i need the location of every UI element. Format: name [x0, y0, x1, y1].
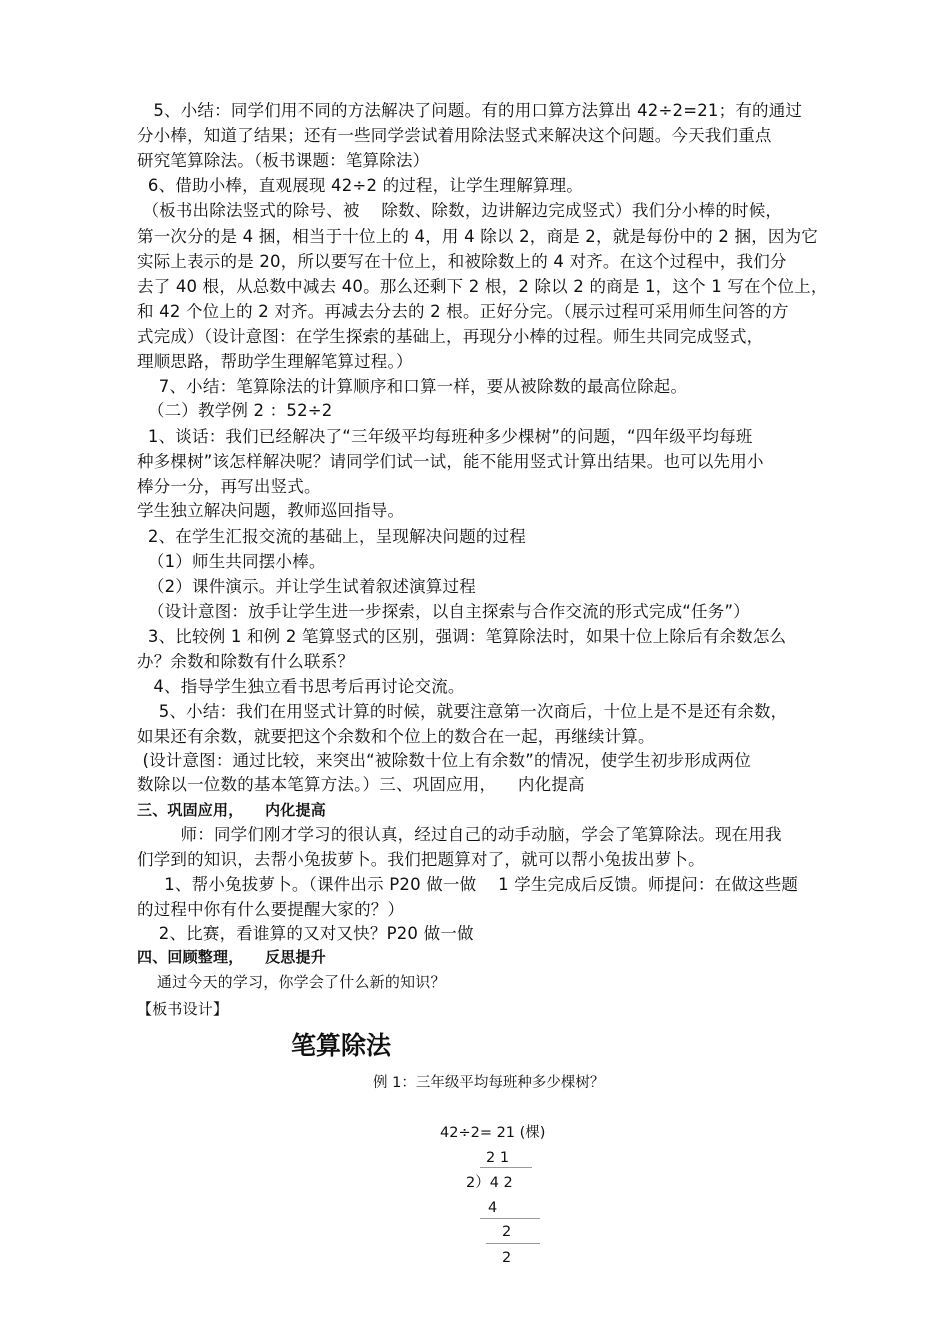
board-title: 笔算除法	[291, 1031, 392, 1060]
body-line: 2、比赛，看谁算的又对又快？P20 做一做	[137, 924, 474, 943]
body-line: 5、小结：同学们用不同的方法解决了问题。有的用口算方法算出 42÷2=21；有的通过	[137, 101, 803, 120]
body-line: 2、在学生汇报交流的基础上，呈现解决问题的过程	[137, 527, 526, 546]
body-line: 学生独立解决问题，教师巡回指导。	[137, 501, 405, 520]
body-line: 如果还有余数，就要把这个余数和个位上的数合在一起，再继续计算。	[137, 727, 655, 746]
section-4-heading: 四、回顾整理， 反思提升	[137, 948, 326, 966]
body-line: 理顺思路，帮助学生理解笔算过程。）	[137, 352, 413, 371]
body-line: 办？余数和除数有什么联系？	[137, 652, 355, 671]
body-line: 数除以一位数的基本笔算方法。）三、巩固应用， 内化提高	[137, 775, 585, 794]
body-line: 1、谈话：我们已经解决了“三年级平均每班种多少棵树”的问题，“四年级平均每班	[137, 427, 753, 446]
body-line: （2）课件演示。并让学生试着叙述演算过程	[137, 577, 476, 596]
body-line: 研究笔算除法。（板书课题：笔算除法）	[137, 151, 430, 170]
section-3-heading: 三、巩固应用， 内化提高	[137, 801, 326, 819]
body-line: 7、小结：笔算除法的计算顺序和口算一样，要从被除数的最高位除起。	[137, 377, 688, 396]
closing-question: 通过今天的学习，你学会了什么新的知识？	[137, 973, 446, 991]
body-line: 5、小结：我们在用竖式计算的时候，就要注意第一次商后，十位上是不是还有余数，	[137, 702, 788, 721]
body-line: 6、借助小棒，直观展现 42÷2 的过程，让学生理解算理。	[137, 176, 583, 195]
first-subtraction-line	[480, 1218, 540, 1219]
body-line: 的过程中你有什么要提醒大家的？）	[137, 900, 405, 919]
body-line: 棒分一分，再写出竖式。	[137, 477, 321, 496]
body-line: 4、指导学生独立看书思考后再讨论交流。	[137, 677, 465, 696]
second-subtraction-line	[486, 1243, 540, 1244]
quotient-bar	[480, 1167, 532, 1168]
body-line: (设计意图：通过比较，来突出“被除数十位上有余数”的情况，使学生初步形成两位	[137, 751, 752, 770]
body-line: 实际上表示的是 20，所以要写在十位上，和被除数上的 4 对齐。在这个过程中，我们分	[137, 252, 787, 271]
board-design-label: 【板书设计】	[137, 1000, 229, 1018]
body-line: 种多棵树”该怎样解决呢？请同学们试一试，能不能用竖式计算出结果。也可以先用小	[137, 452, 764, 471]
remainder: 2	[502, 1224, 512, 1240]
first-subtrahend: 4	[488, 1200, 498, 1216]
dividend-row: 2）4 2	[466, 1175, 513, 1191]
body-line: 3、比较例 1 和例 2 笔算竖式的区别，强调：笔算除法时，如果十位上除后有余数怎么	[137, 627, 787, 646]
second-subtrahend: 2	[502, 1250, 512, 1266]
body-line: 师：同学们刚才学习的很认真，经过自己的动手动脑，学会了笔算除法。现在用我	[137, 825, 782, 844]
example-line: 例 1：三年级平均每班种多少棵树？	[373, 1075, 605, 1091]
body-line: 和 42 个位上的 2 对齐。再减去分去的 2 根。正好分完。（展示过程可采用师生问答的方	[137, 302, 789, 321]
body-line: 1、帮小兔拔萝卜。（课件出示 P20 做一做 1 学生完成后反馈。师提问：在做这些题	[137, 875, 799, 894]
body-line: （1）师生共同摆小棒。	[137, 552, 326, 571]
body-line: 分小棒，知道了结果；还有一些同学尝试着用除法竖式来解决这个问题。今天我们重点	[137, 126, 772, 145]
body-line: （设计意图：放手让学生进一步探索，以自主探索与合作交流的形式完成“任务”）	[137, 602, 750, 621]
body-line: 第一次分的是 4 捆，相当于十位上的 4，用 4 除以 2，商是 2，就是每份中的 2 捆，因为它	[137, 227, 818, 246]
equation: 42÷2= 21 (棵)	[440, 1125, 546, 1141]
body-line: 们学到的知识，去帮小兔拔萝卜。我们把题算对了，就可以帮小兔拔出萝卜。	[137, 850, 705, 869]
body-line: （板书出除法竖式的除号、被 除数、除数，边讲解边完成竖式）我们分小棒的时候，	[137, 201, 783, 220]
body-line: 去了 40 根，从总数中减去 40。那么还剩下 2 根，2 除以 2 的商是 1，这个 1 写在个位上，	[137, 277, 828, 296]
body-line: 式完成）（设计意图：在学生探索的基础上，再现分小棒的过程。师生共同完成竖式，	[137, 327, 764, 346]
body-line: （二）教学例 2 ：52÷2	[137, 401, 333, 420]
quotient: 2 1	[486, 1150, 510, 1166]
